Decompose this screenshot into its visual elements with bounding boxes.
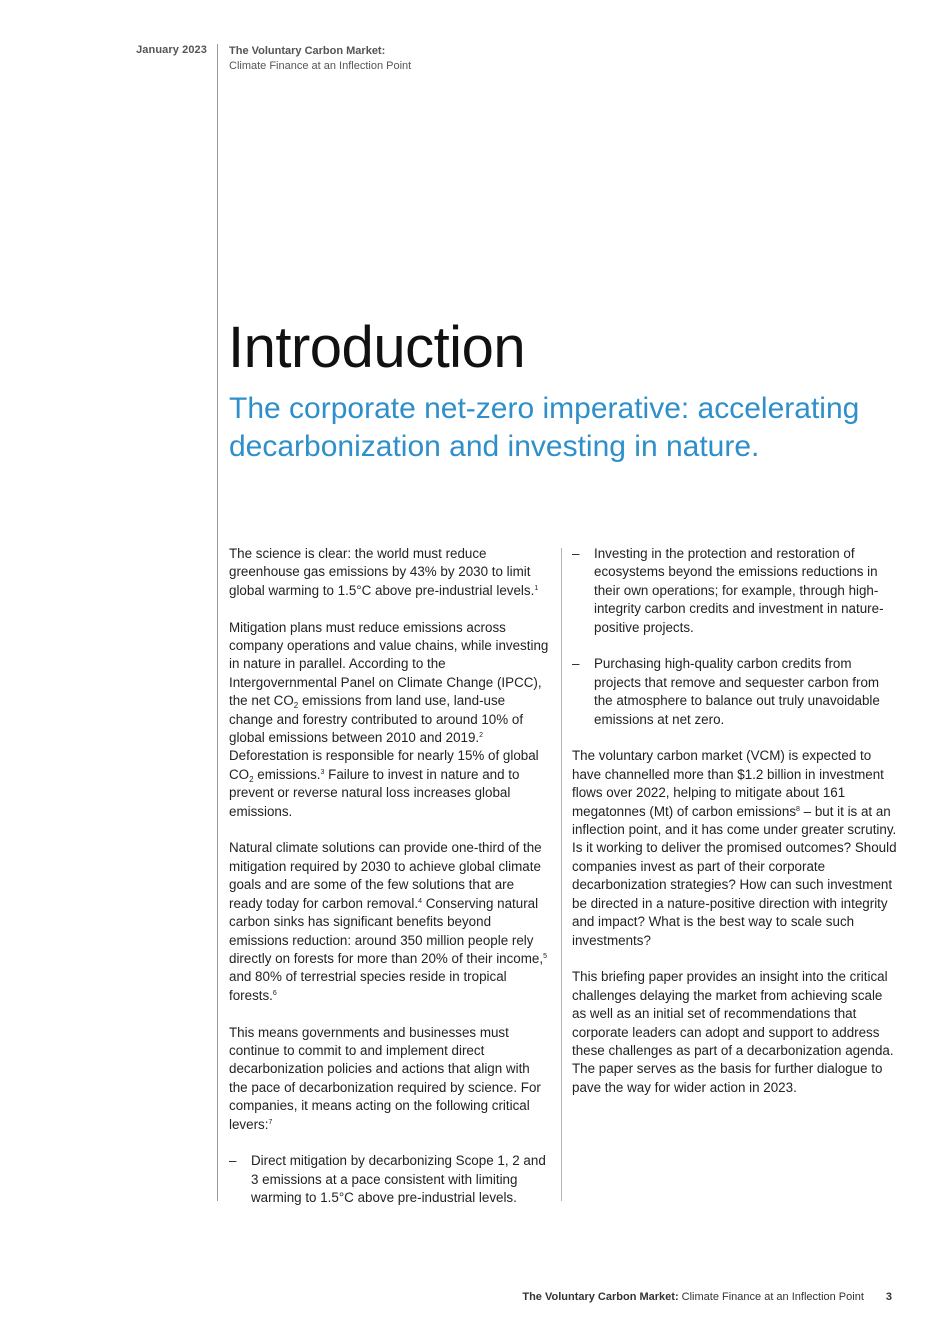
list-item: – Purchasing high-quality carbon credits from projects that remove and sequester carbon from the atmosphere to balance out truly unavoidable emissions at net zero. xyxy=(572,656,880,727)
text-column-left xyxy=(229,545,551,1226)
paragraph: Natural climate solutions can provide one-third of the mitigation required by 2030 to achieve global climate goals and are some of the few solutions that are ready today for carbon removal.$^4$ Conserving natural carbon sinks has significant benefits beyond emissions reduction: around 350 million people rely directly on forests for more than 20% of their income,$^5$ and 80% of terrestrial species reside in tropical forests.$^6$ xyxy=(229,840,547,1003)
lead-subtitle: The corporate net-zero imperative: accelerating decarbonization and investing in nature. xyxy=(229,392,860,463)
list-item: – Direct mitigation by decarbonizing Scope 1, 2 and 3 emissions at a pace consistent with limiting warming to 1.5°C above pre-industrial levels. xyxy=(229,1153,546,1206)
header-title-sub: Climate Finance at an Inflection Point xyxy=(229,60,412,72)
footer-subtitle: Climate Finance at an Inflection Point xyxy=(678,1291,864,1303)
footer-title: The Voluntary Carbon Market: xyxy=(522,1291,679,1303)
vertical-rule xyxy=(217,44,218,1201)
header-title-main: The Voluntary Carbon Market: xyxy=(229,45,386,57)
page-footer xyxy=(522,1291,892,1303)
text-column-right xyxy=(572,545,897,1116)
paragraph: This briefing paper provides an insight into the critical challenges delaying the market from achieving scale as well as an initial set of recommendations that corporate leaders can adopt and support to address these challenges as part of a decarbonization agenda. The paper serves as the basis for further dialogue to pave the way for wider action in 2023. xyxy=(572,969,894,1095)
column-divider xyxy=(561,548,562,1201)
paragraph: The science is clear: the world must reduce greenhouse gas emissions by 43% by 2030 to limit global warming to 1.5°C above pre-industrial levels.$^1$ xyxy=(229,546,539,598)
paragraph: The voluntary carbon market (VCM) is expected to have channelled more than $1.2 billion in investment flows over 2022, helping to mitigate about 161 megatonnes (Mt) of carbon emissions$^8$ – but it is at an inflection point, and it has come under greater scrutiny. Is it working to deliver the promised outcomes? Should companies invest as part of their corporate decarbonization strategies? How can such investment be directed in a nature-positive direction with integrity and impact? What is the best way to scale such investments? xyxy=(572,748,897,948)
paragraph: Mitigation plans must reduce emissions across company operations and value chains, while investing in nature in parallel. According to the Intergovernmental Panel on Climate Change (IPCC), the net $CO_2$ emissions from land use, land-use change and forestry contributed to around 10% of global emissions between 2010 and 2019.$^2$ Deforestation is responsible for nearly 15% of global $CO_2$ emissions.$^3$ Failure to invest in nature and to prevent or reverse natural loss increases global emissions. xyxy=(229,619,549,819)
header-title xyxy=(229,44,411,74)
page-title: Introduction xyxy=(228,315,526,380)
page-number: 3 xyxy=(885,1291,892,1303)
list-item: – Investing in the protection and restoration of ecosystems beyond the emissions reductions in their own operations; for example, through high-integrity carbon credits and investment in nature-positive projects. xyxy=(572,546,884,635)
paragraph: This means governments and businesses must continue to commit to and implement direct decarbonization policies and actions that align with the pace of decarbonization required by science. For companies, it means acting on the following critical levers:$^7$ xyxy=(229,1024,541,1132)
header-date: January 2023 xyxy=(136,44,207,56)
